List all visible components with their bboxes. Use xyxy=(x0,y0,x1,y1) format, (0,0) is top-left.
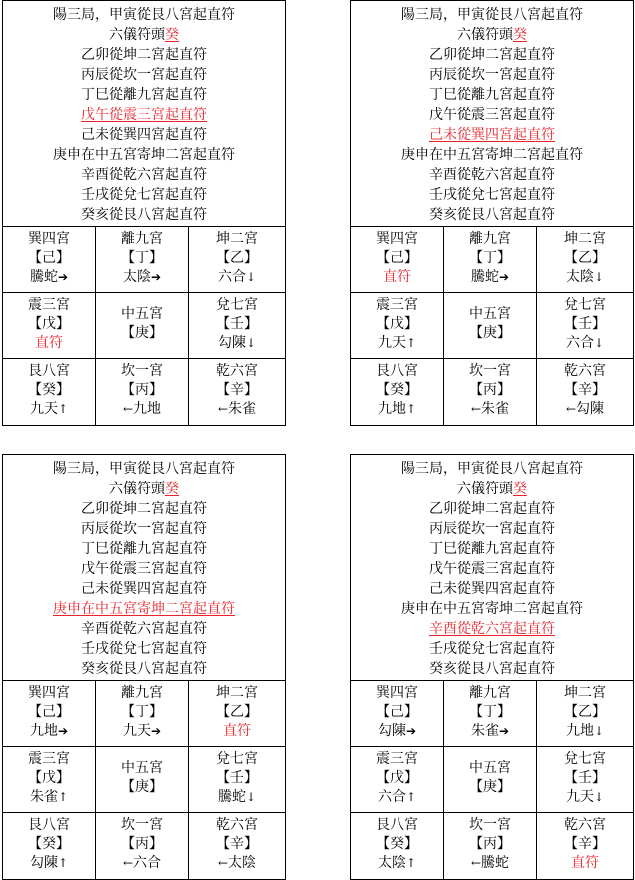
up-arrow-icon: ↑ xyxy=(405,790,417,804)
palace-cell xyxy=(351,359,444,425)
palace-spirit: 九天 xyxy=(565,789,594,805)
palace-spirit-row xyxy=(444,400,536,419)
rule-line: 丙辰從坎一宮起直符 xyxy=(81,521,207,537)
down-arrow-icon: ↓ xyxy=(245,270,257,284)
left-arrow-icon: ← xyxy=(470,856,482,870)
rule-line: 庚申在中五宮寄坤二宮起直符 xyxy=(401,147,583,163)
palace-name: 中五宮 xyxy=(469,760,511,776)
palace-name: 兌七宮 xyxy=(216,297,258,313)
palace-spirit: 勾陳 xyxy=(29,855,58,871)
palace-name: 離九宮 xyxy=(121,685,163,701)
palace-stem: 【癸】 xyxy=(376,382,418,398)
palace-name: 中五宮 xyxy=(121,760,163,776)
six-yi-value: 癸 xyxy=(165,27,179,43)
rule-line: 癸亥從艮八宮起直符 xyxy=(429,207,555,223)
palace-spirit: 太陰 xyxy=(377,855,406,871)
rule-line: 庚申在中五宮寄坤二宮起直符 xyxy=(53,601,235,617)
palace-name: 乾六宮 xyxy=(564,817,606,833)
palace-spirit-row xyxy=(351,788,443,807)
left-arrow-icon: ← xyxy=(217,402,229,416)
palace-stem: 【庚】 xyxy=(469,779,511,795)
rule-line: 庚申在中五宮寄坤二宮起直符 xyxy=(401,601,583,617)
palace-cell xyxy=(351,813,444,879)
palace-name: 離九宮 xyxy=(469,231,511,247)
palace-name: 艮八宮 xyxy=(28,363,70,379)
palace-spirit: 太陰 xyxy=(228,855,257,871)
palace-spirit: 直符 xyxy=(35,335,63,351)
qimen-panel xyxy=(2,0,286,426)
palace-spirit: 九天 xyxy=(29,401,58,417)
palace-grid xyxy=(351,227,633,425)
six-yi-line xyxy=(3,25,285,45)
palace-stem: 【乙】 xyxy=(564,704,606,720)
palace-spirit-row xyxy=(189,334,285,353)
rule-line: 丁巳從離九宮起直符 xyxy=(81,541,207,557)
palace-cell xyxy=(444,681,537,747)
rule-line: 戊午從震三宮起直符 xyxy=(429,107,555,123)
palace-cell xyxy=(3,681,96,747)
palace-stem: 【壬】 xyxy=(564,316,606,332)
palace-cell xyxy=(351,681,444,747)
palace-spirit: 九地 xyxy=(565,723,594,739)
palace-cell xyxy=(444,747,537,813)
palace-cell xyxy=(96,813,189,879)
palace-spirit: 九天 xyxy=(377,335,406,351)
palace-stem: 【丙】 xyxy=(469,382,511,398)
rule-line: 壬戌從兌七宮起直符 xyxy=(429,187,555,203)
down-arrow-icon: ↓ xyxy=(593,790,605,804)
rule-line: 癸亥從艮八宮起直符 xyxy=(81,207,207,223)
up-arrow-icon: ↑ xyxy=(405,856,417,870)
palace-spirit-row xyxy=(537,854,633,873)
up-arrow-icon: ↑ xyxy=(405,336,417,350)
palace-cell xyxy=(444,359,537,425)
qimen-panel xyxy=(350,0,634,426)
palace-spirit: 六合 xyxy=(377,789,406,805)
palace-cell xyxy=(3,813,96,879)
rule-line: 己未從巽四宮起直符 xyxy=(429,127,555,143)
palace-name: 巽四宮 xyxy=(28,685,70,701)
qimen-panel xyxy=(350,454,634,880)
palace-cell xyxy=(351,227,444,293)
palace-cell xyxy=(537,681,633,747)
palace-name: 巽四宮 xyxy=(376,231,418,247)
palace-spirit: 勾陳 xyxy=(377,723,406,739)
palace-stem: 【丙】 xyxy=(121,382,163,398)
palace-spirit-row xyxy=(537,722,633,741)
palace-name: 乾六宮 xyxy=(216,363,258,379)
palace-spirit-row xyxy=(3,788,95,807)
palace-spirit-row xyxy=(96,722,188,741)
rule-line: 己未從巽四宮起直符 xyxy=(429,581,555,597)
palace-cell xyxy=(537,359,633,425)
palace-cell xyxy=(189,293,285,359)
palace-name: 中五宮 xyxy=(469,306,511,322)
six-yi-line xyxy=(3,479,285,499)
palace-name: 巽四宮 xyxy=(376,685,418,701)
palace-name: 離九宮 xyxy=(469,685,511,701)
palace-spirit-row xyxy=(189,854,285,873)
palace-spirit: 騰蛇 xyxy=(481,855,510,871)
up-arrow-icon: ↑ xyxy=(57,790,69,804)
palace-stem: 【己】 xyxy=(376,704,418,720)
rule-line: 戊午從震三宮起直符 xyxy=(429,561,555,577)
palace-stem: 【己】 xyxy=(376,250,418,266)
rule-line: 丁巳從離九宮起直符 xyxy=(429,87,555,103)
palace-spirit: 朱雀 xyxy=(29,789,58,805)
rule-line: 壬戌從兌七宮起直符 xyxy=(81,187,207,203)
palace-cell xyxy=(3,227,96,293)
panel-header xyxy=(351,455,633,681)
palace-stem: 【辛】 xyxy=(216,382,258,398)
panel-header xyxy=(3,1,285,227)
palace-cell xyxy=(189,813,285,879)
down-arrow-icon: ↓ xyxy=(593,270,605,284)
palace-cell xyxy=(96,681,189,747)
palace-name: 乾六宮 xyxy=(564,363,606,379)
rule-line: 丙辰從坎一宮起直符 xyxy=(429,67,555,83)
palace-name: 中五宮 xyxy=(121,306,163,322)
palace-spirit-row xyxy=(444,268,536,287)
palace-stem: 【辛】 xyxy=(564,382,606,398)
rule-line: 辛酉從乾六宮起直符 xyxy=(429,167,555,183)
up-arrow-icon: ↑ xyxy=(405,402,417,416)
left-arrow-icon: ← xyxy=(565,402,577,416)
palace-spirit-row xyxy=(96,400,188,419)
palace-spirit-row xyxy=(537,334,633,353)
palace-stem: 【丁】 xyxy=(121,704,163,720)
palace-name: 坎一宮 xyxy=(469,363,511,379)
six-yi-line xyxy=(351,25,633,45)
panel-header xyxy=(351,1,633,227)
palace-spirit: 直符 xyxy=(383,269,411,285)
palace-name: 坎一宮 xyxy=(121,363,163,379)
palace-spirit-row xyxy=(189,722,285,741)
rule-line: 乙卯從坤二宮起直符 xyxy=(429,47,555,63)
palace-stem: 【乙】 xyxy=(216,250,258,266)
palace-stem: 【戊】 xyxy=(376,770,418,786)
down-arrow-icon: ↓ xyxy=(593,336,605,350)
palace-name: 震三宮 xyxy=(28,297,70,313)
palace-name: 兌七宮 xyxy=(564,297,606,313)
palace-spirit-row xyxy=(96,854,188,873)
palace-spirit: 騰蛇 xyxy=(470,269,499,285)
palace-stem: 【戊】 xyxy=(376,316,418,332)
palace-cell xyxy=(444,227,537,293)
down-arrow-icon: ↓ xyxy=(593,724,605,738)
palace-stem: 【庚】 xyxy=(469,325,511,341)
rule-line: 丙辰從坎一宮起直符 xyxy=(81,67,207,83)
palace-name: 坎一宮 xyxy=(469,817,511,833)
rule-line: 辛酉從乾六宮起直符 xyxy=(81,167,207,183)
rule-line: 丁巳從離九宮起直符 xyxy=(81,87,207,103)
palace-name: 兌七宮 xyxy=(564,751,606,767)
palace-spirit: 勾陳 xyxy=(217,335,246,351)
palace-spirit: 騰蛇 xyxy=(217,789,246,805)
palace-stem: 【乙】 xyxy=(564,250,606,266)
right-arrow-icon: ➔ xyxy=(498,724,510,738)
palace-spirit: 六合 xyxy=(565,335,594,351)
palace-spirit-row xyxy=(3,854,95,873)
palace-stem: 【壬】 xyxy=(564,770,606,786)
palace-cell xyxy=(96,747,189,813)
palace-stem: 【己】 xyxy=(28,250,70,266)
palace-cell xyxy=(444,813,537,879)
palace-spirit-row xyxy=(537,268,633,287)
down-arrow-icon: ↓ xyxy=(245,790,257,804)
palace-spirit-row xyxy=(351,400,443,419)
rule-line: 己未從巽四宮起直符 xyxy=(81,581,207,597)
palace-stem: 【丁】 xyxy=(121,250,163,266)
up-arrow-icon: ↑ xyxy=(57,402,69,416)
palace-cell xyxy=(189,681,285,747)
palace-cell xyxy=(189,747,285,813)
right-arrow-icon: ➔ xyxy=(498,270,510,284)
palace-spirit: 九天 xyxy=(122,723,151,739)
six-yi-prefix: 六儀符頭 xyxy=(109,27,165,43)
six-yi-line xyxy=(351,479,633,499)
six-yi-value: 癸 xyxy=(513,481,527,497)
palace-spirit: 太陰 xyxy=(565,269,594,285)
palace-grid xyxy=(3,227,285,425)
palace-name: 坎一宮 xyxy=(121,817,163,833)
rule-line: 壬戌從兌七宮起直符 xyxy=(429,641,555,657)
palace-cell xyxy=(96,359,189,425)
palace-cell xyxy=(444,293,537,359)
palace-name: 兌七宮 xyxy=(216,751,258,767)
palace-stem: 【庚】 xyxy=(121,325,163,341)
palace-spirit: 九地 xyxy=(377,401,406,417)
palace-grid xyxy=(3,681,285,879)
up-arrow-icon: ↑ xyxy=(57,856,69,870)
palace-spirit-row xyxy=(3,334,95,353)
palace-spirit: 朱雀 xyxy=(228,401,257,417)
palace-cell xyxy=(96,227,189,293)
rule-line: 癸亥從艮八宮起直符 xyxy=(81,661,207,677)
palace-name: 坤二宮 xyxy=(216,231,258,247)
palace-stem: 【癸】 xyxy=(28,836,70,852)
right-arrow-icon: ➔ xyxy=(150,724,162,738)
six-yi-prefix: 六儀符頭 xyxy=(457,27,513,43)
right-arrow-icon: ➔ xyxy=(57,270,69,284)
qimen-panel xyxy=(2,454,286,880)
palace-name: 艮八宮 xyxy=(376,363,418,379)
panel-title: 陽三局，甲寅從艮八宮起直符 xyxy=(401,7,583,23)
palace-stem: 【壬】 xyxy=(216,316,258,332)
six-yi-prefix: 六儀符頭 xyxy=(109,481,165,497)
palace-spirit: 朱雀 xyxy=(481,401,510,417)
palace-stem: 【丙】 xyxy=(469,836,511,852)
left-arrow-icon: ← xyxy=(217,856,229,870)
palace-spirit: 六合 xyxy=(217,269,246,285)
palace-spirit: 勾陳 xyxy=(576,401,605,417)
rule-line: 乙卯從坤二宮起直符 xyxy=(81,47,207,63)
palace-name: 震三宮 xyxy=(376,297,418,313)
rule-line: 癸亥從艮八宮起直符 xyxy=(429,661,555,677)
rule-line: 乙卯從坤二宮起直符 xyxy=(429,501,555,517)
palace-cell xyxy=(3,359,96,425)
palace-spirit-row xyxy=(3,268,95,287)
panel-title: 陽三局，甲寅從艮八宮起直符 xyxy=(401,461,583,477)
palace-spirit-row xyxy=(96,268,188,287)
palace-spirit-row xyxy=(537,400,633,419)
panel-title: 陽三局，甲寅從艮八宮起直符 xyxy=(53,461,235,477)
palace-stem: 【戊】 xyxy=(28,316,70,332)
left-arrow-icon: ← xyxy=(122,402,134,416)
palace-spirit: 六合 xyxy=(133,855,162,871)
palace-name: 艮八宮 xyxy=(28,817,70,833)
palace-spirit-row xyxy=(3,400,95,419)
palace-stem: 【辛】 xyxy=(564,836,606,852)
palace-cell xyxy=(537,227,633,293)
right-arrow-icon: ➔ xyxy=(57,724,69,738)
palace-cell xyxy=(537,747,633,813)
rule-line: 丙辰從坎一宮起直符 xyxy=(429,521,555,537)
rule-line: 辛酉從乾六宮起直符 xyxy=(429,621,555,637)
palace-cell xyxy=(351,747,444,813)
palace-spirit-row xyxy=(189,788,285,807)
rule-line: 戊午從震三宮起直符 xyxy=(81,561,207,577)
panel-title: 陽三局，甲寅從艮八宮起直符 xyxy=(53,7,235,23)
palace-name: 坤二宮 xyxy=(564,231,606,247)
palace-spirit: 朱雀 xyxy=(470,723,499,739)
palace-spirit-row xyxy=(189,268,285,287)
palace-name: 震三宮 xyxy=(28,751,70,767)
palace-stem: 【戊】 xyxy=(28,770,70,786)
palace-stem: 【辛】 xyxy=(216,836,258,852)
palace-stem: 【壬】 xyxy=(216,770,258,786)
left-arrow-icon: ← xyxy=(122,856,134,870)
palace-stem: 【癸】 xyxy=(28,382,70,398)
palace-cell xyxy=(96,293,189,359)
palace-spirit-row xyxy=(444,722,536,741)
palace-spirit: 直符 xyxy=(571,855,599,871)
palace-cell xyxy=(189,359,285,425)
palace-cell xyxy=(537,813,633,879)
palace-cell xyxy=(189,227,285,293)
palace-spirit-row xyxy=(351,334,443,353)
down-arrow-icon: ↓ xyxy=(245,336,257,350)
palace-spirit-row xyxy=(537,788,633,807)
rule-line: 己未從巽四宮起直符 xyxy=(81,127,207,143)
palace-stem: 【丙】 xyxy=(121,836,163,852)
palace-name: 乾六宮 xyxy=(216,817,258,833)
palace-name: 坤二宮 xyxy=(564,685,606,701)
palace-name: 坤二宮 xyxy=(216,685,258,701)
rule-line: 戊午從震三宮起直符 xyxy=(81,107,207,123)
left-arrow-icon: ← xyxy=(470,402,482,416)
panel-header xyxy=(3,455,285,681)
palace-name: 離九宮 xyxy=(121,231,163,247)
palace-stem: 【庚】 xyxy=(121,779,163,795)
palace-spirit-row xyxy=(3,722,95,741)
palace-stem: 【己】 xyxy=(28,704,70,720)
rule-line: 庚申在中五宮寄坤二宮起直符 xyxy=(53,147,235,163)
right-arrow-icon: ➔ xyxy=(405,724,417,738)
palace-stem: 【癸】 xyxy=(376,836,418,852)
palace-spirit-row xyxy=(351,854,443,873)
palace-spirit: 九地 xyxy=(133,401,162,417)
palace-cell xyxy=(3,293,96,359)
palace-name: 艮八宮 xyxy=(376,817,418,833)
palace-stem: 【乙】 xyxy=(216,704,258,720)
palace-name: 震三宮 xyxy=(376,751,418,767)
rule-line: 壬戌從兌七宮起直符 xyxy=(81,641,207,657)
palace-cell xyxy=(537,293,633,359)
six-yi-value: 癸 xyxy=(513,27,527,43)
palace-spirit-row xyxy=(351,268,443,287)
six-yi-prefix: 六儀符頭 xyxy=(457,481,513,497)
palace-cell xyxy=(351,293,444,359)
rule-line: 丁巳從離九宮起直符 xyxy=(429,541,555,557)
rule-line: 乙卯從坤二宮起直符 xyxy=(81,501,207,517)
palace-spirit-row xyxy=(351,722,443,741)
palace-spirit: 直符 xyxy=(223,723,251,739)
rule-line: 辛酉從乾六宮起直符 xyxy=(81,621,207,637)
palace-spirit: 太陰 xyxy=(122,269,151,285)
six-yi-value: 癸 xyxy=(165,481,179,497)
palace-spirit: 九地 xyxy=(29,723,58,739)
palace-spirit-row xyxy=(444,854,536,873)
palace-grid xyxy=(351,681,633,879)
palace-spirit-row xyxy=(189,400,285,419)
palace-stem: 【丁】 xyxy=(469,250,511,266)
right-arrow-icon: ➔ xyxy=(150,270,162,284)
palace-stem: 【丁】 xyxy=(469,704,511,720)
palace-name: 巽四宮 xyxy=(28,231,70,247)
palace-spirit: 騰蛇 xyxy=(29,269,58,285)
palace-cell xyxy=(3,747,96,813)
